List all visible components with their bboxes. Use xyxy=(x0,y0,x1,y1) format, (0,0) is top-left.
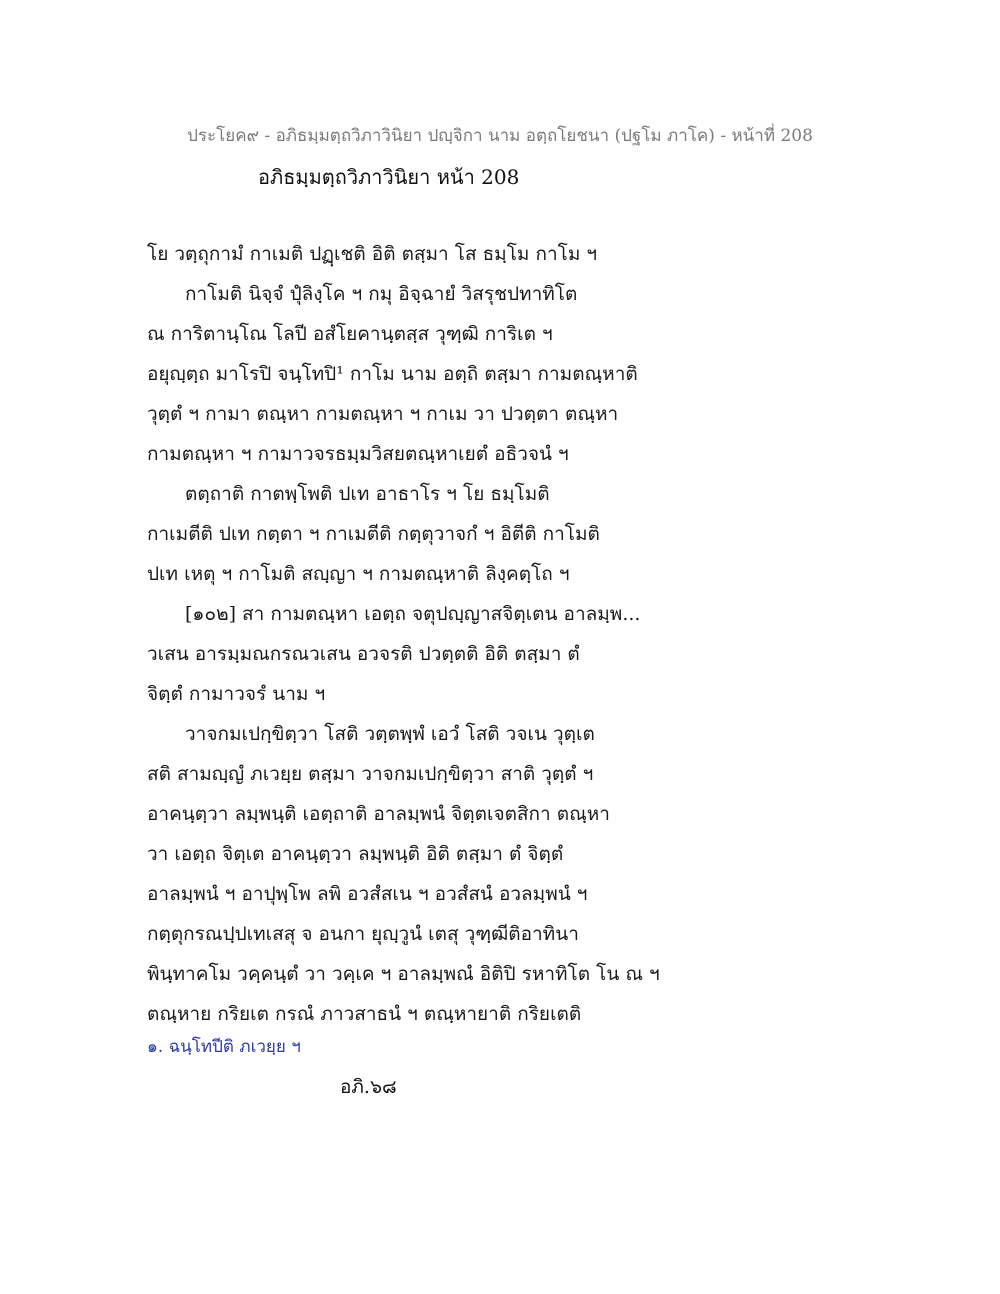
text-line: วเสน อารมฺมณกรณวเสน อวจรติ ปวตฺตติ อิติ ตสฺมา ตํ xyxy=(147,643,580,665)
text-line: กตฺตุกรณปฺปเทเสสุ จ อนกา ยุญฺวูนํ เตสุ วุฑฺฒีติอาทินา xyxy=(147,923,579,945)
page-reference: อภิ.๖๘ xyxy=(340,1076,397,1098)
text-line: อาลมฺพนํ ฯ อาปุพฺโพ ลพิ อวสํสเน ฯ อวสํสนํ อวลมฺพนํ ฯ xyxy=(147,883,588,905)
text-line: ตณฺหาย กริยเต กรณํ ภาวสาธนํ ฯ ตณฺหายาติ กริยเตติ xyxy=(147,1003,582,1025)
running-header-text: ประโยค๙ - อภิธมฺมตฺถวิภาวินิยา ปญฺจิกา นาม อตฺถโยชนา (ปฐโม ภาโค) - หน้าที่ 208 xyxy=(187,126,813,146)
text-line: วาจกมเปกฺขิตฺวา โสติ วตฺตพฺพํ เอวํ โสติ วจเน วุตฺเต xyxy=(185,723,595,745)
text-line: จิตฺตํ กามาวจรํ นาม ฯ xyxy=(147,683,326,705)
footnote: ๑. ฉนฺโทปีติ ภเวยฺย ฯ xyxy=(147,1037,301,1057)
text-line: ตตฺถาติ กาตพฺโพติ ปเท อาธาโร ฯ โย ธมฺโมติ xyxy=(185,483,550,505)
page-title: อภิธมฺมตฺถวิภาวินิยา หน้า 208 xyxy=(258,165,520,189)
text-line: วา เอตฺถ จิตฺเต อาคนฺตฺวา ลมฺพนฺติ อิติ ตสฺมา ตํ จิตฺตํ xyxy=(147,843,564,865)
text-line: วุตฺตํ ฯ กามา ตณฺหา กามตณฺหา ฯ กาเม วา ปวตฺตา ตณฺหา xyxy=(147,403,619,425)
text-line: สติ สามญฺญํ ภเวยฺย ตสฺมา วาจกมเปกฺขิตฺวา สาติ วุตฺตํ ฯ xyxy=(147,763,594,785)
text-line: ปเท เหตุ ฯ กาโมติ สญฺญา ฯ กามตณฺหาติ ลิงฺคตฺโถ ฯ xyxy=(147,563,570,585)
text-line: โย วตฺถุกามํ กาเมติ ปฏฺเชติ อิติ ตสฺมา โส ธมฺโม กาโม ฯ xyxy=(147,243,598,265)
text-line: อาคนฺตฺวา ลมฺพนฺติ เอตฺถาติ อาลมฺพนํ จิตฺตเจตสิกา ตณฺหา xyxy=(147,803,610,825)
body-text xyxy=(147,240,767,1040)
running-header xyxy=(0,122,1000,149)
text-line: อยุญฺตฺถ มาโรปิ จนฺโทปิ¹ กาโม นาม อตฺถิ ตสฺมา กามตณฺหาติ xyxy=(147,363,638,385)
text-line: ณ การิตานฺโณ โลปี อสํโยคานฺตสฺส วุฑฺฒิ การิเต ฯ xyxy=(147,323,553,345)
text-line: พินฺทาคโม วคฺคนฺตํ วา วคฺเค ฯ อาลมฺพณํ อิติปิ รหาทิโต โน ณ ฯ xyxy=(147,963,660,985)
text-line: [๑๐๒] สา กามตณฺหา เอตฺถ จตุปญฺญาสจิตฺเตน อาลมฺพ... xyxy=(185,603,641,625)
text-line: กาโมติ นิจฺจํ ปุํลิงฺโค ฯ กมุ อิจฺฉายํ วิสรุชปทาทิโต xyxy=(185,283,578,305)
text-line: กามตณฺหา ฯ กามาวจรธมฺมวิสยตณฺหาเยตํ อธิวจนํ ฯ xyxy=(147,443,569,465)
text-line: กาเมตีติ ปเท กตฺตา ฯ กาเมตีติ กตฺตุวาจกํ ฯ อิตีติ กาโมติ xyxy=(147,523,600,545)
